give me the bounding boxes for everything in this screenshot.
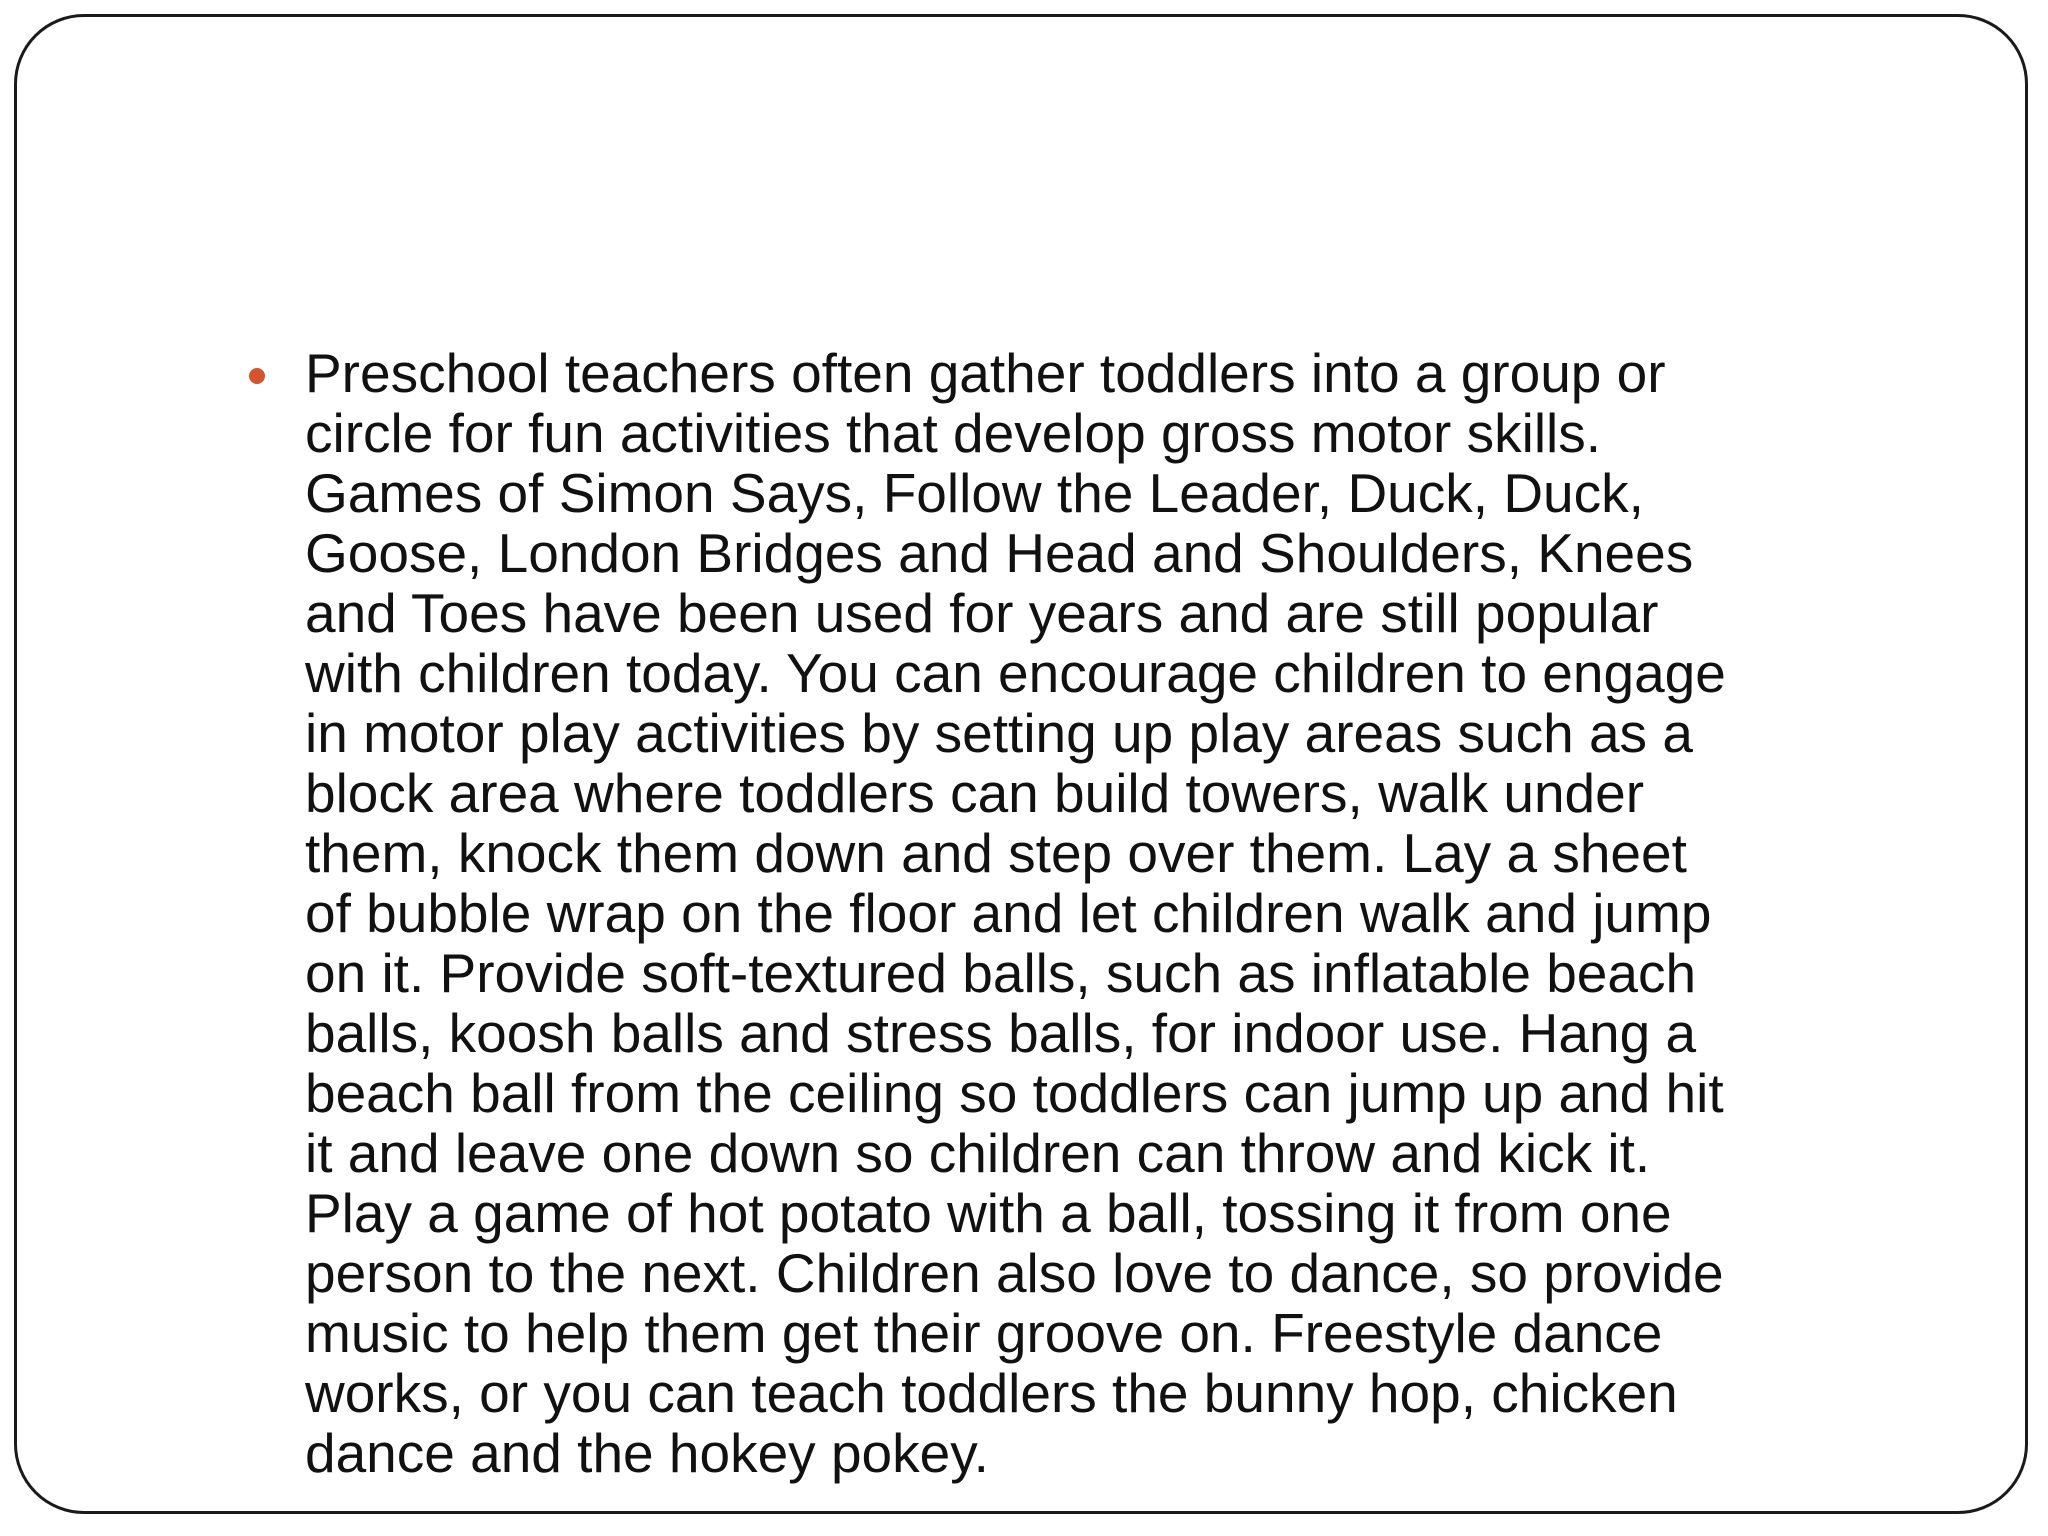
slide-body-text: Preschool teachers often gather toddlers into a group or circle for fun activities that develop gross motor skills. Games of Simon Says, Follow the Leader, Duck, Duck, Goose, London Bridges and Head and Shoulders, Knees and Toes have been used for years and are still popular with children today. You can encourage children to engage in motor play activities by setting up play areas such as a block area where toddlers can build towers, walk under them, knock them down and step over them. Lay a sheet of bubble wrap on the floor and let children walk and jump on it. Provide soft-textured balls, such as inflatable beach balls, koosh balls and stress balls, for indoor use. Hang a beach ball from the ceiling so toddlers can jump up and hit it and leave one down so children can throw and kick it. Play a game of hot potato with a ball, tossing it from one person to the next. Children also love to dance, so provide music to help them get their groove on. Freestyle dance works, or you can teach toddlers the bunny hop, chicken dance and the hokey pokey. [305,342,1726,1484]
bullet-dot-icon [249,368,265,384]
bullet-list [229,343,1949,1483]
bullet-item [229,343,1949,1483]
slide-frame [14,14,2028,1514]
